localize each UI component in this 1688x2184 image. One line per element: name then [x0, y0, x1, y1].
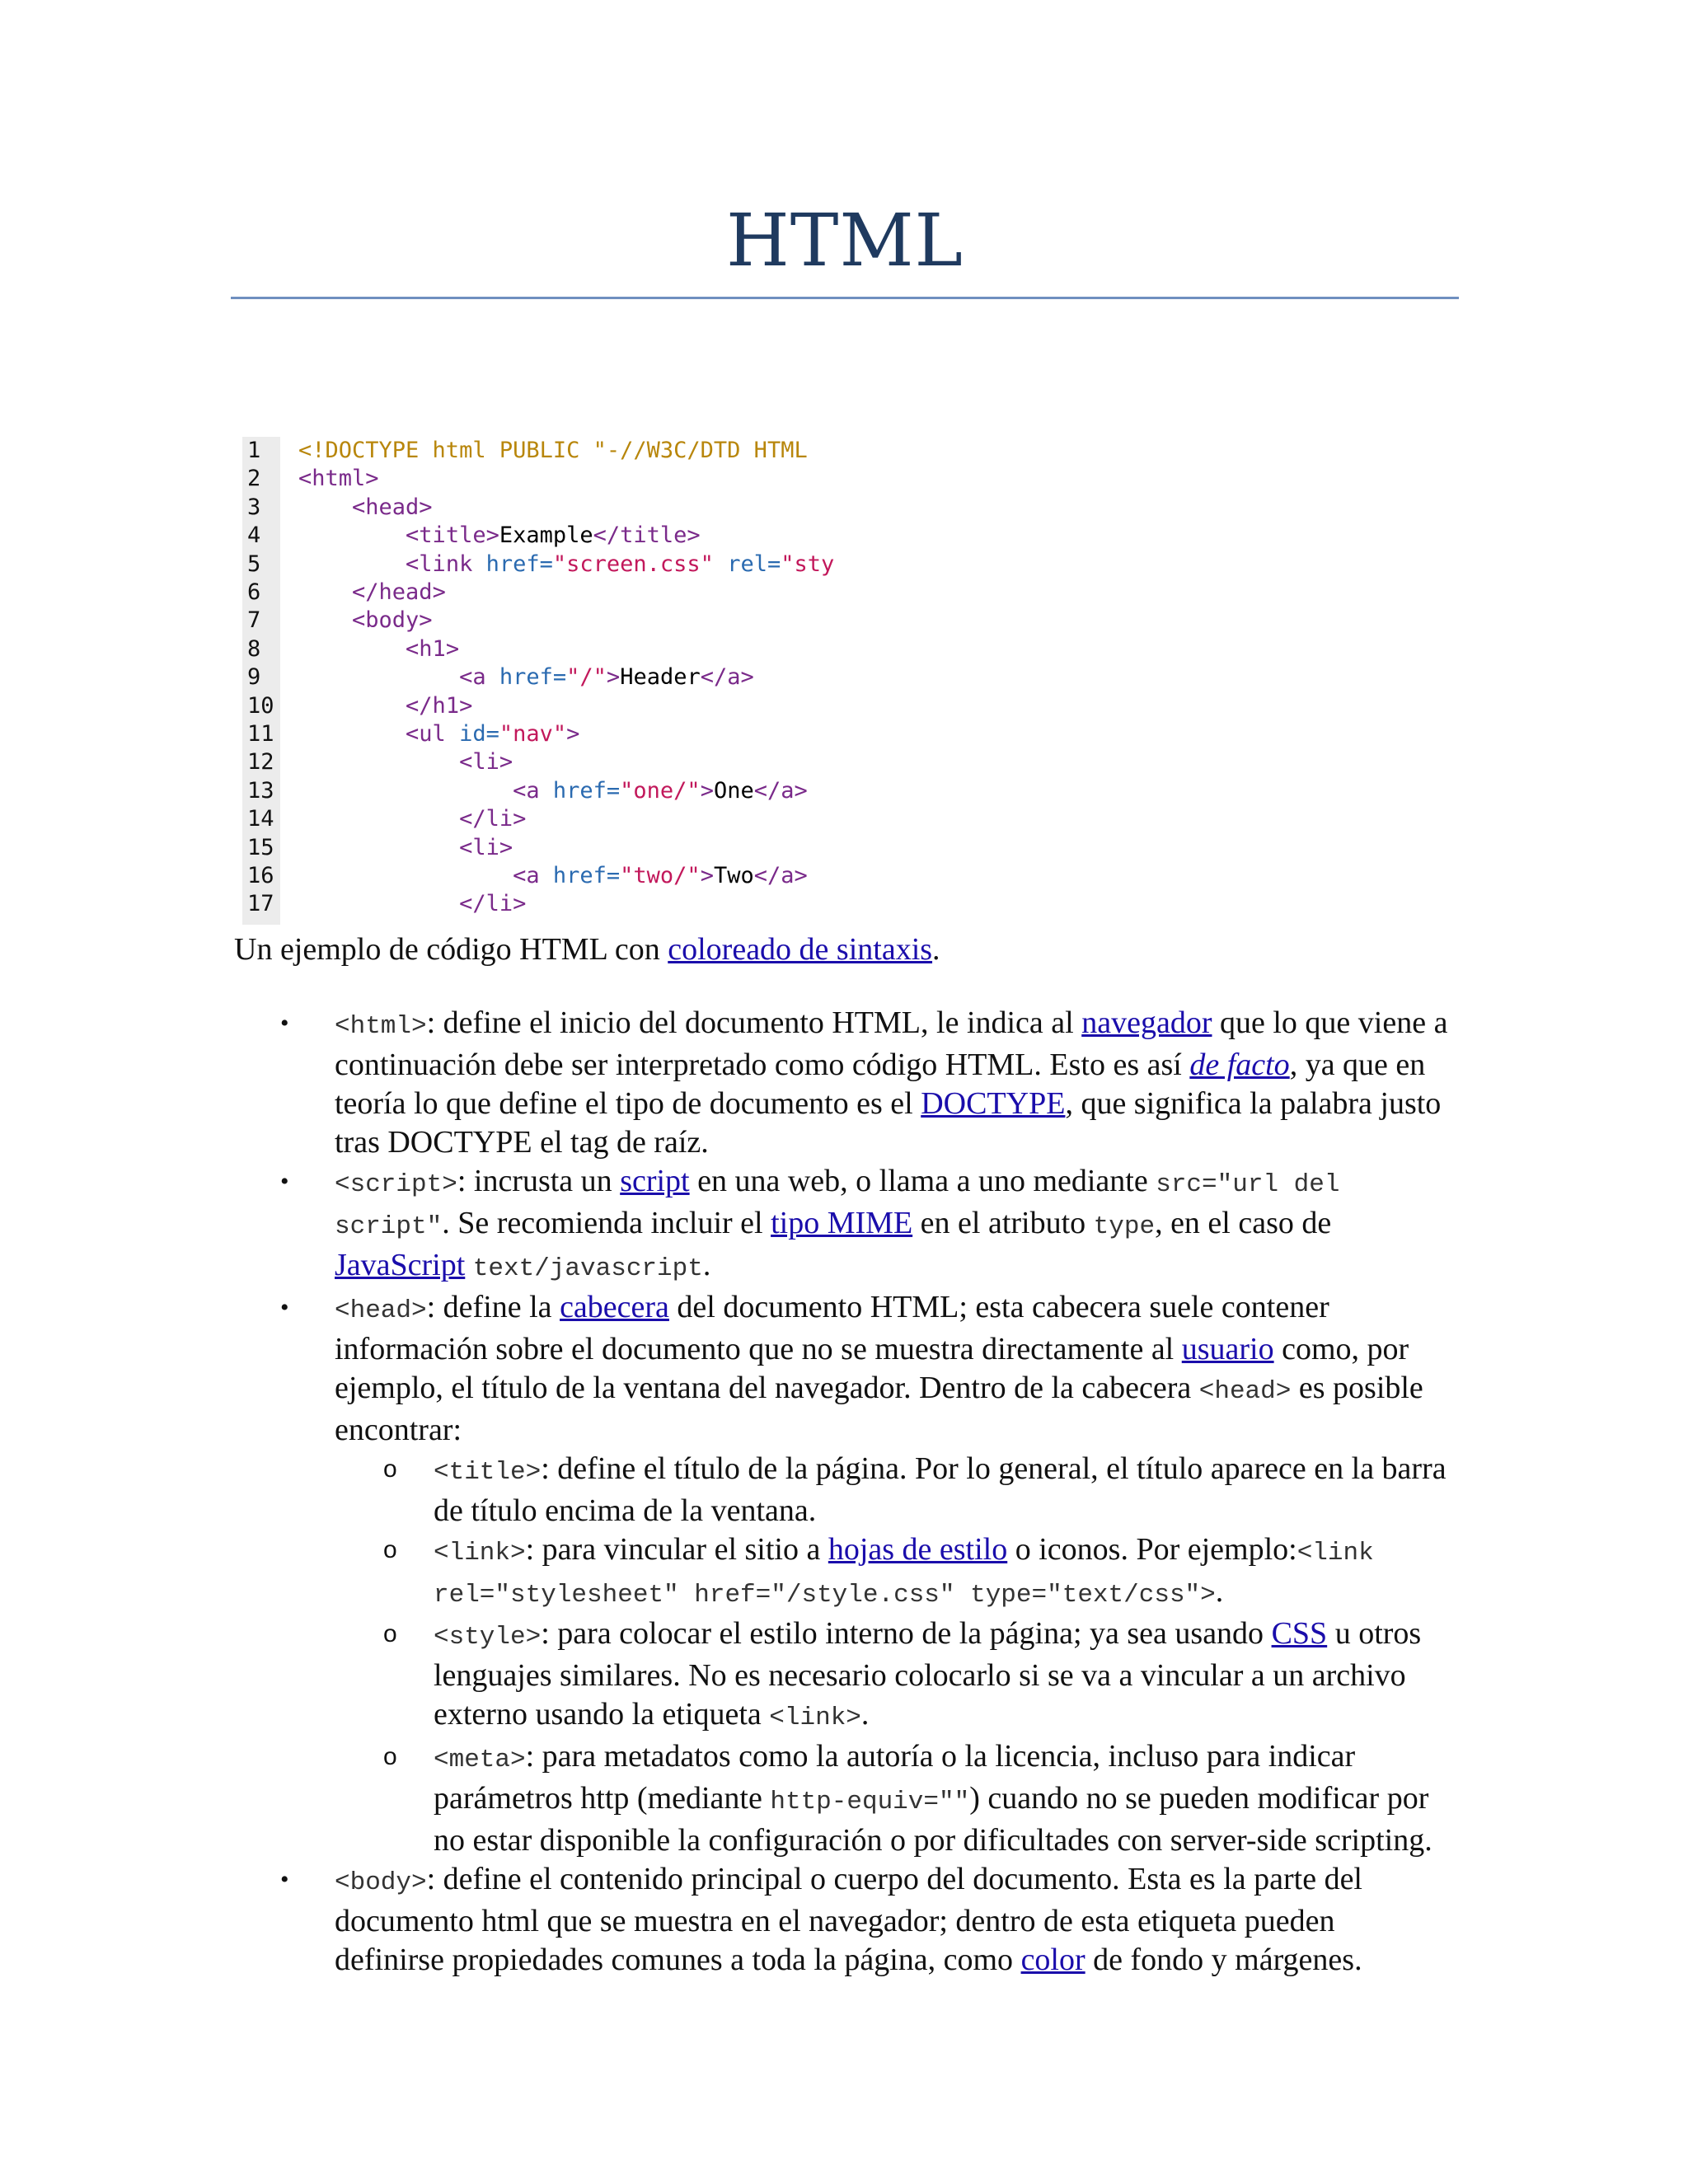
line-number: 10: [247, 692, 274, 719]
text: , en el caso de: [1155, 1206, 1332, 1240]
bullet-marker: •: [280, 1168, 289, 1195]
text: : define el inicio del documento HTML, le indica al: [426, 1005, 1082, 1040]
code-text: <ul id="nav">: [406, 721, 580, 747]
code-text: <li>: [459, 749, 513, 776]
text: [465, 1248, 473, 1282]
line-number: 11: [247, 721, 274, 747]
code-inline: <link>: [434, 1539, 526, 1568]
code-inline: <body>: [335, 1868, 427, 1897]
text: u otros lenguajes similares. No es necesario colocarlo si se va a vincular a un archivo externo usando la etiqueta: [434, 1616, 1422, 1732]
text: .: [702, 1248, 711, 1282]
code-example: [242, 437, 885, 925]
code-text: <body>: [352, 607, 433, 634]
text: : define el título de la página. Por lo general, el título aparece en la barra de título encima de la ventana.: [434, 1451, 1447, 1528]
line-number: 2: [247, 466, 261, 492]
line-number: 15: [247, 834, 274, 860]
wiki-link[interactable]: script: [620, 1164, 690, 1198]
syntax-highlighting-link[interactable]: coloreado de sintaxis: [668, 932, 933, 967]
sub-bullet-marker: o: [383, 1455, 397, 1483]
code-inline: <meta>: [434, 1746, 526, 1774]
line-number: 8: [247, 635, 261, 662]
sub-bullet-marker: o: [383, 1620, 397, 1647]
bullet-marker: •: [280, 1866, 289, 1893]
code-text: <!DOCTYPE html PUBLIC "-//W3C/DTD HTML: [298, 438, 808, 463]
text: de fondo y márgenes.: [1085, 1943, 1362, 1977]
wiki-link[interactable]: JavaScript: [335, 1248, 466, 1282]
list-item: [280, 1162, 1451, 1288]
code-text: </li>: [459, 806, 527, 832]
code-inline: <head>: [1198, 1377, 1292, 1406]
code-inline: <head>: [335, 1296, 427, 1325]
code-text: </head>: [352, 579, 446, 605]
bullet-marker: •: [280, 1294, 289, 1321]
line-number: 16: [247, 863, 274, 888]
sub-list-item: [280, 1615, 1451, 1737]
text: en el atributo: [912, 1206, 1094, 1240]
code-inline: type: [1093, 1212, 1156, 1241]
line-number: 9: [247, 664, 261, 691]
page-title: HTML: [726, 198, 964, 283]
line-number: 3: [247, 494, 261, 520]
code-inline: http-equiv="": [770, 1788, 970, 1816]
wiki-link[interactable]: navegador: [1081, 1005, 1212, 1040]
wiki-link[interactable]: cabecera: [560, 1290, 669, 1324]
list-item: [280, 1288, 1451, 1450]
line-number: 14: [247, 806, 274, 832]
wiki-link[interactable]: color: [1020, 1943, 1085, 1977]
text: que lo que viene a continuación debe ser interpretado como código HTML. Esto es así: [335, 1005, 1448, 1082]
sub-bullet-marker: o: [383, 1536, 397, 1563]
text: del documento HTML; esta cabecera suele contener información sobre el documento que no se muestra directamente al: [335, 1290, 1329, 1366]
sub-bullet-marker: o: [383, 1743, 397, 1770]
code-text: <title>Example</title>: [406, 523, 701, 549]
text: .: [860, 1697, 870, 1732]
text: en una web, o llama a uno mediante: [689, 1164, 1156, 1198]
line-number: 13: [247, 777, 274, 804]
code-text: <h1>: [406, 635, 460, 662]
text: es posible encontrar:: [335, 1371, 1423, 1447]
text: : define la: [426, 1290, 560, 1324]
wiki-link[interactable]: de facto: [1189, 1047, 1290, 1082]
line-number: 12: [247, 749, 274, 776]
text: , ya que en teoría lo que define el tipo de documento es el: [335, 1047, 1426, 1121]
line-number: 6: [247, 579, 261, 605]
code-text: <html>: [298, 466, 379, 492]
text: .: [1215, 1574, 1224, 1609]
text: . Se recomienda incluir el: [442, 1206, 771, 1240]
caption-end: .: [932, 932, 940, 967]
text: : para colocar el estilo interno de la página; ya sea usando: [541, 1616, 1272, 1651]
code-text: <li>: [459, 834, 513, 860]
code-inline: <script>: [335, 1170, 457, 1199]
code-inline: src="url del script": [335, 1170, 1340, 1241]
caption-text: Un ejemplo de código HTML con: [234, 932, 668, 967]
list-item: [280, 1004, 1451, 1162]
text: : para vincular el sitio a: [525, 1532, 828, 1567]
list-item: [280, 1860, 1451, 1980]
text: como, por ejemplo, el título de la ventana del navegador. Dentro de la cabecera: [335, 1332, 1409, 1405]
sub-list-item: [280, 1450, 1451, 1530]
code-inline: <link rel="stylesheet" href="/style.css" type="text/css">: [434, 1539, 1374, 1610]
wiki-link[interactable]: DOCTYPE: [921, 1086, 1066, 1121]
wiki-link[interactable]: CSS: [1271, 1616, 1328, 1651]
wiki-link[interactable]: hojas de estilo: [828, 1532, 1008, 1567]
code-inline: text/javascript: [472, 1254, 703, 1283]
figure-caption: [234, 928, 940, 971]
wiki-link[interactable]: tipo MIME: [771, 1206, 913, 1240]
code-text: </h1>: [406, 692, 473, 719]
line-number: 17: [247, 891, 274, 917]
text: : define el contenido principal o cuerpo del documento. Esta es la parte del documento html que se muestra en el navegador; dentro de esta etiqueta pueden definirse propiedades comunes a toda la página, como: [335, 1862, 1362, 1977]
title-underline: [231, 297, 1459, 299]
line-number: 4: [247, 523, 261, 549]
code-text: <a href="/">Header</a>: [459, 664, 754, 691]
code-text: <head>: [352, 494, 433, 520]
text: : incrusta un: [457, 1164, 621, 1198]
code-text: <a href="one/">One</a>: [513, 777, 808, 804]
sub-list-item: [280, 1737, 1451, 1860]
tag-description-list: [280, 1004, 1451, 1980]
code-text: </li>: [459, 891, 527, 917]
text: : para metadatos como la autoría o la licencia, incluso para indicar parámetros http (mediante: [434, 1739, 1356, 1816]
sub-list-item: [280, 1530, 1451, 1615]
line-number: 5: [247, 551, 261, 577]
line-number: 7: [247, 607, 261, 634]
code-inline: <html>: [335, 1012, 427, 1041]
wiki-link[interactable]: usuario: [1181, 1332, 1274, 1366]
code-inline: <title>: [434, 1458, 542, 1487]
text: o iconos. Por ejemplo:: [1007, 1532, 1297, 1567]
code-inline: <link>: [769, 1704, 861, 1732]
code-text: <link href="screen.css" rel="sty: [406, 551, 835, 577]
code-text: <a href="two/">Two</a>: [513, 863, 808, 888]
bullet-marker: •: [280, 1010, 289, 1037]
text: ) cuando no se pueden modificar por no estar disponible la configuración o por dificultades con server-side scripting.: [434, 1781, 1432, 1858]
line-number: 1: [247, 438, 261, 463]
code-inline: <style>: [434, 1623, 542, 1652]
text: , que significa la palabra justo tras DOCTYPE el tag de raíz.: [335, 1086, 1442, 1160]
